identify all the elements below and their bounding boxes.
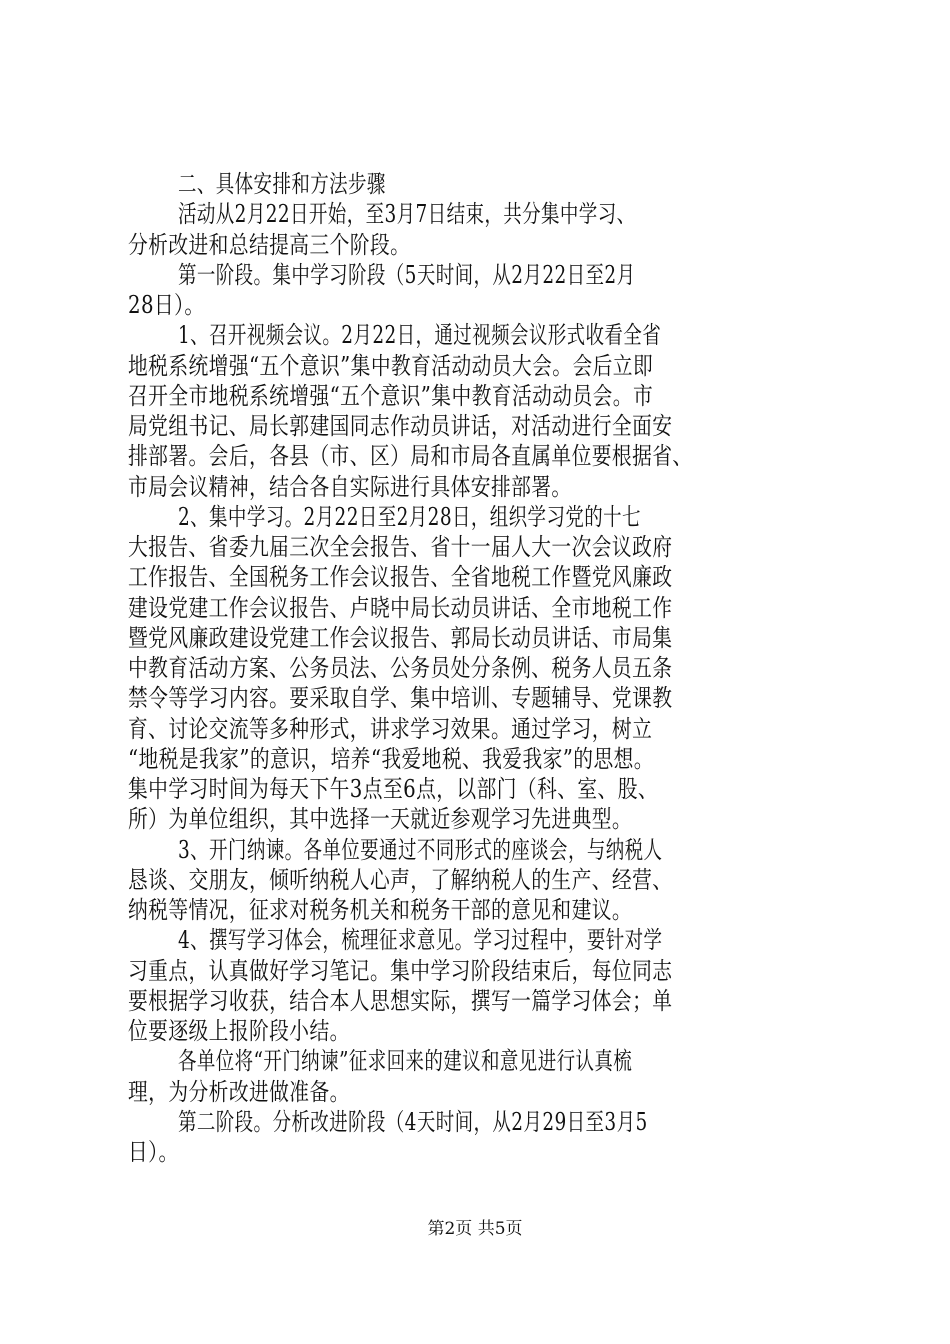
body-line: 理，为分析改进做准备。 [128, 1078, 350, 1106]
body-line: 地税系统增强“五个意识”集中教育活动动员大会。会后立即 [128, 352, 654, 380]
body-line: 位要逐级上报阶段小结。 [128, 1017, 350, 1045]
body-line: 育、讨论交流等多种形式，讲求学习效果。通过学习，树立 [128, 715, 653, 743]
body-line: 纳税等情况，征求对税务机关和税务干部的意见和建议。 [128, 896, 633, 924]
body-line: 日）。 [128, 1138, 179, 1166]
body-line: 暨党风廉政建设党建工作会议报告、郭局长动员讲话、市局集 [128, 624, 673, 652]
body-line: 建设党建工作会议报告、卢晓中局长动员讲话、全市地税工作 [128, 594, 673, 622]
body-line: 局党组书记、局长郭建国同志作动员讲话，对活动进行全面安 [128, 412, 673, 440]
body-line: 市局会议精神，结合各自实际进行具体安排部署。 [128, 473, 572, 501]
body-line: 禁令等学习内容。要采取自学、集中培训、专题辅导、党课教 [128, 684, 673, 712]
body-line: 各单位将“开门纳谏”征求回来的建议和意见进行认真梳 [178, 1047, 633, 1075]
body-line: 分析改进和总结提高三个阶段。 [128, 231, 411, 259]
body-line: 所）为单位组织，其中选择一天就近参观学习先进典型。 [128, 805, 633, 833]
body-line: 中教育活动方案、公务员法、公务员处分条例、税务人员五条 [128, 654, 673, 682]
body-line: 工作报告、全国税务工作会议报告、全省地税工作暨党风廉政 [128, 563, 673, 591]
body-line: 要根据学习收获，结合本人思想实际，撰写一篇学习体会；单 [128, 987, 673, 1015]
body-line: 恳谈、交朋友，倾听纳税人心声，了解纳税人的生产、经营、 [128, 866, 673, 894]
body-line: “地税是我家”的意识，培养“我爱地税、我爱我家”的思想。 [128, 745, 654, 773]
body-line: 大报告、省委九届三次全会报告、省十一届人大一次会议政府 [128, 533, 673, 561]
body-line: 第二阶段。分析改进阶段（4天时间，从2月29日至3月5 [178, 1108, 648, 1136]
body-line: 4、撰写学习体会，梳理征求意见。学习过程中，要针对学 [178, 926, 663, 954]
body-line: 活动从2月22日开始，至3月7日结束，共分集中学习、 [178, 200, 636, 228]
body-line: 第一阶段。集中学习阶段（5天时间，从2月22日至2月 [178, 261, 636, 289]
body-line: 集中学习时间为每天下午3点至6点，以部门（科、室、股、 [128, 775, 659, 803]
body-line: 习重点，认真做好学习笔记。集中学习阶段结束后，每位同志 [128, 957, 673, 985]
body-line: 28日）。 [128, 291, 205, 319]
page-footer: 第2页 共5页 [427, 1219, 523, 1239]
body-line: 3、开门纳谏。各单位要通过不同形式的座谈会，与纳税人 [178, 836, 663, 864]
body-line: 排部署。会后，各县（市、区）局和市局各直属单位要根据省、 [128, 442, 693, 470]
body-line: 1、召开视频会议。2月22日，通过视频会议形式收看全省 [178, 321, 662, 349]
body-line: 召开全市地税系统增强“五个意识”集中教育活动动员会。市 [128, 382, 654, 410]
section-heading: 二、具体安排和方法步骤 [178, 170, 386, 198]
body-line: 2、集中学习。2月22日至2月28日，组织学习党的十七 [178, 503, 641, 531]
